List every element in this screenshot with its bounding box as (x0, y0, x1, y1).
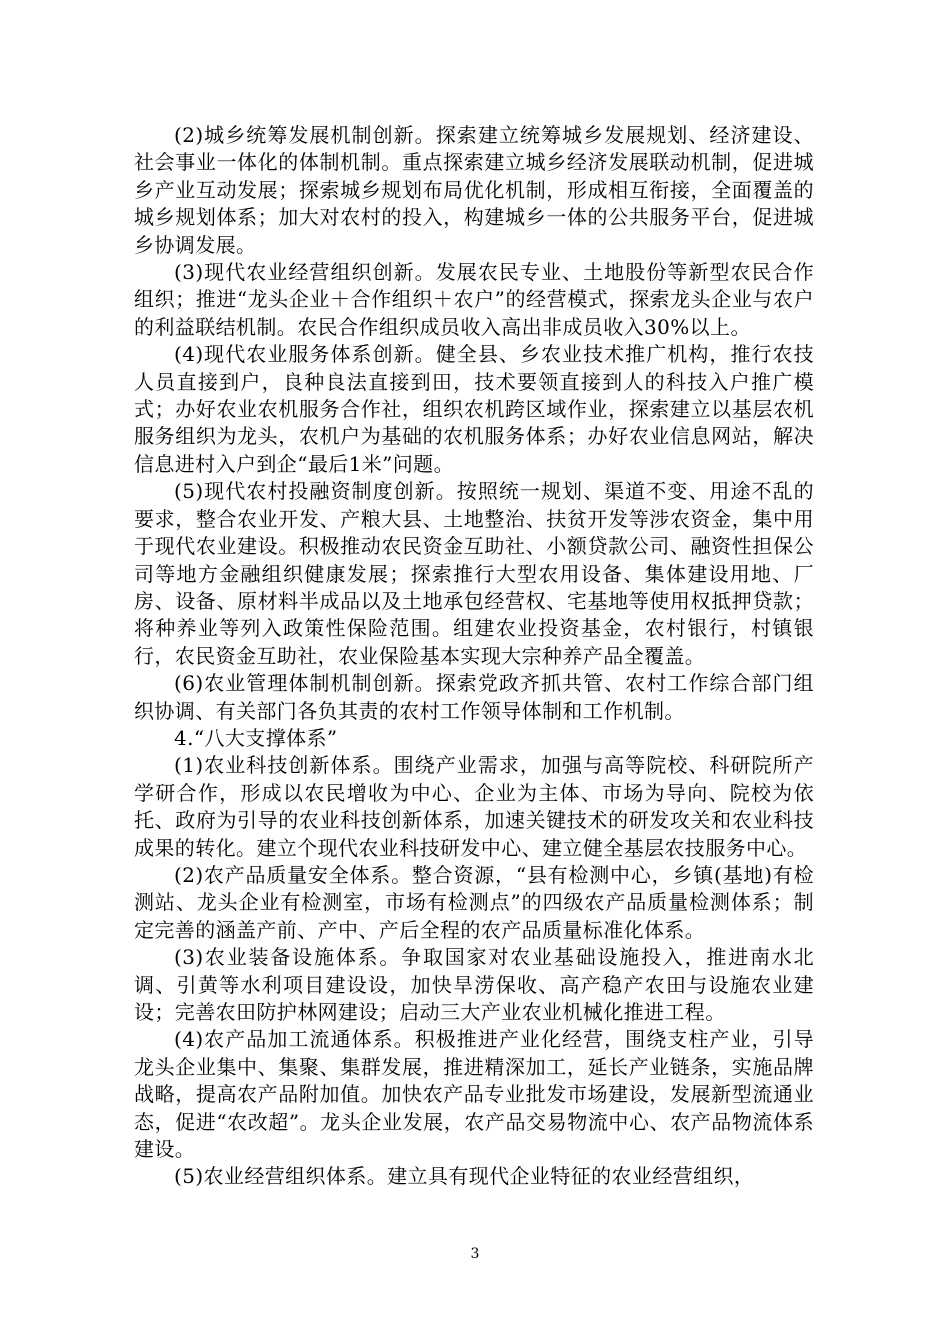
page-number: 3 (470, 1246, 480, 1262)
paragraph-agri-organization-innovation: (3)现代农业经营组织创新。发展农民专业、土地股份等新型农民合作组织；推进“龙头企业＋合作组织＋农户”的经营模式，探索龙头企业与农户的利益联结机制。农民合作组织成员收入高出非成员收入30%以上。 (134, 260, 814, 339)
paragraph-management-mechanism: (6)农业管理体制机制创新。探索党政齐抓共管、农村工作综合部门组织协调、有关部门各负其责的农村工作领导体制和工作机制。 (134, 671, 814, 723)
paragraph-tech-innovation-system: (1)农业科技创新体系。围绕产业需求，加强与高等院校、科研院所产学研合作，形成以农民增收为中心、企业为主体、市场为导向、院校为依托、政府为引导的农业科技创新体系，加速关键技术的研发攻关和农业科技成果的转化。建立个现代农业科技研发中心、建立健全基层农技服务中心。 (134, 753, 814, 860)
paragraph-operation-organization-system: (5)农业经营组织体系。建立具有现代企业特征的农业经营组织， (174, 1164, 755, 1189)
paragraph-investment-financing: (5)现代农村投融资制度创新。按照统一规划、渠道不变、用途不乱的要求，整合农业开发、产粮大县、土地整治、扶贫开发等涉农资金，集中用于现代农业建设。积极推动农民资金互助社、小额贷款公司、融资性担保公司等地方金融组织健康发展；探索推行大型农用设备、集体建设用地、厂房、设备、原材料半成品以及土地承包经营权、宅基地等使用权抵押贷款；将种养业等列入政策性保险范围。组建农业投资基金，农村银行，村镇银行，农民资金互助社，农业保险基本实现大宗种养产品全覆盖。 (134, 479, 814, 668)
paragraph-agri-service-innovation: (4)现代农业服务体系创新。健全县、乡农业技术推广机构，推行农技人员直接到户，良种良法直接到田，技术要领直接到人的科技入户推广模式；办好农业农机服务合作社，组织农机跨区域作业，探索建立以基层农机服务组织为龙头，农机户为基础的农机服务体系；办好农业信息网站，解决信息进村入户到企“最后1米”问题。 (134, 342, 814, 476)
paragraph-processing-circulation-system: (4)农产品加工流通体系。积极推进产业化经营，围绕支柱产业，引导龙头企业集中、集聚、集群发展，推进精深加工，延长产业链条，实施品牌战略，提高农产品附加值。加快农产品专业批发市场建设，发展新型流通业态，促进“农改超”。龙头企业发展，农产品交易物流中心、农产品物流体系建设。 (134, 1027, 814, 1162)
paragraph-urban-rural-mechanism: (2)城乡统筹发展机制创新。探索建立统筹城乡发展规划、经济建设、社会事业一体化的体制机制。重点探索建立城乡经济发展联动机制，促进城乡产业互动发展；探索城乡规划布局优化机制，形成相互衔接，全面覆盖的城乡规划体系；加大对农村的投入，构建城乡一体的公共服务平台，促进城乡协调发展。 (134, 123, 814, 257)
section-heading-support-systems: 4.“八大支撑体系” (174, 725, 338, 750)
paragraph-equipment-facilities-system: (3)农业装备设施体系。争取国家对农业基础设施投入，推进南水北调、引黄等水利项目建设设，加快旱涝保收、高产稳产农田与设施农业建设；完善农田防护林网建设；启动三大产业农业机械化推进工程。 (134, 945, 814, 1024)
body-text (134, 122, 814, 1191)
paragraph-quality-safety-system: (2)农产品质量安全体系。整合资源，“县有检测中心，乡镇(基地)有检测站、龙头企业有检测室，市场有检测点”的四级农产品质量检测体系；制定完善的涵盖产前、产中、产后全程的农产品质量标准化体系。 (134, 862, 814, 942)
